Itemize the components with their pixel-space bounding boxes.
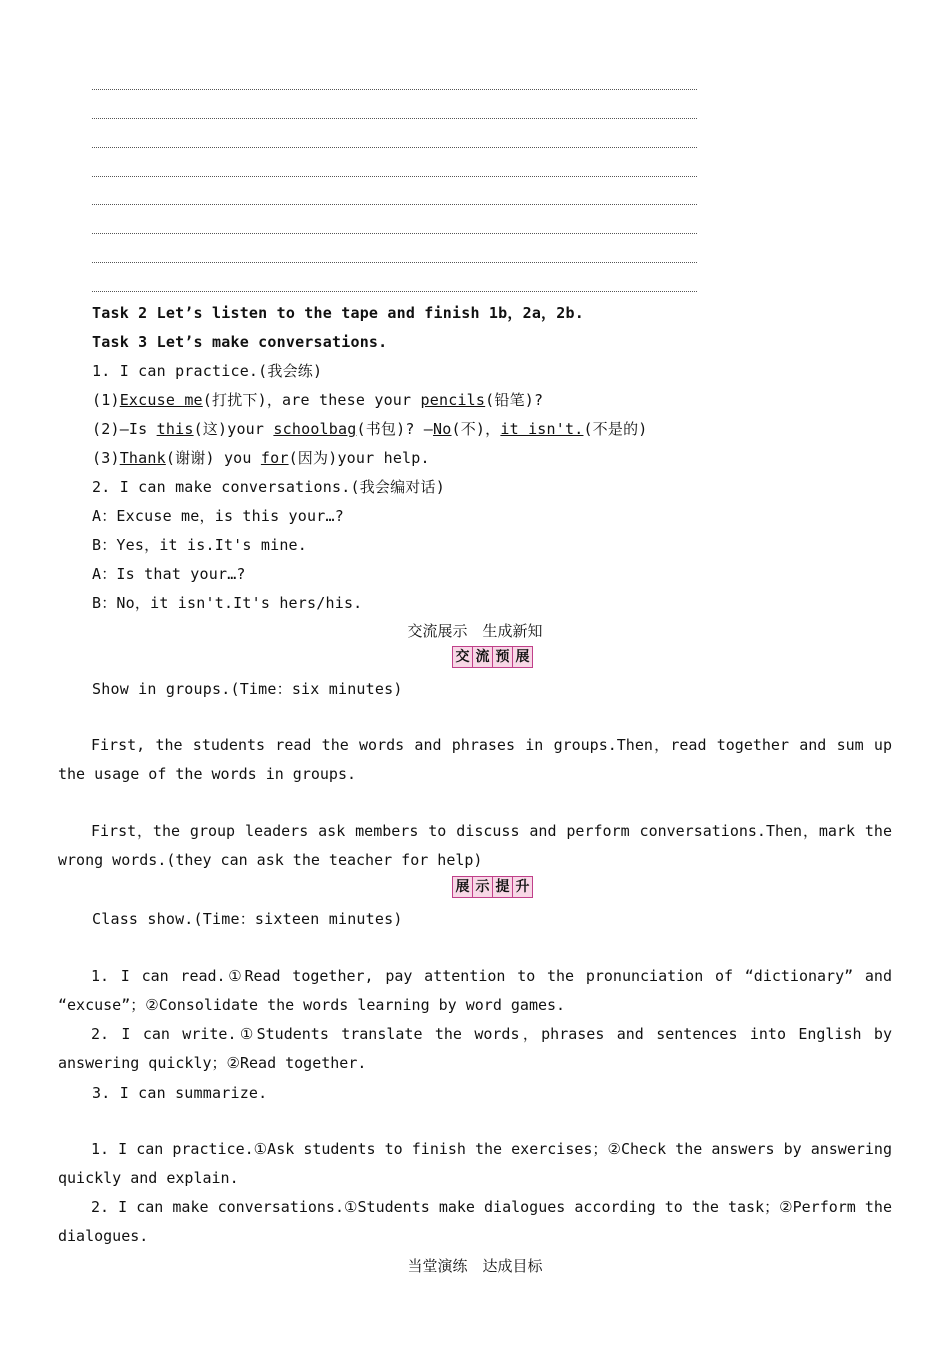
- badge-char: 交: [453, 647, 473, 667]
- paragraph-text: First, the students read the words and phrases in groups.Then，read together and sum up the usage of the words in groups.: [58, 736, 892, 783]
- badge-show-improve: [452, 876, 533, 898]
- writing-line: [92, 204, 697, 205]
- answer-blank: Excuse me: [119, 391, 203, 409]
- text: (3): [92, 449, 120, 467]
- section-heading-practice: 当堂演练 达成目标: [407, 1257, 543, 1275]
- badge-char: 展: [453, 877, 473, 897]
- answer-blank: No: [433, 420, 452, 438]
- conversation-title: 2. I can make conversations.(我会编对话): [92, 478, 445, 496]
- show-in-groups: Show in groups.(Time：six minutes): [92, 680, 403, 698]
- writing-line: [92, 89, 697, 90]
- answer-blank: pencils: [420, 391, 486, 409]
- paragraph-text: 2. I can make conversations.①Students make dialogues according to the task；②Perform the dialogues.: [58, 1198, 892, 1245]
- badge-char: 展: [515, 649, 530, 665]
- badge-exchange-preview: [452, 646, 533, 668]
- practice-item-2: [92, 419, 648, 439]
- writing-line: [92, 291, 697, 292]
- paragraph: [58, 731, 892, 789]
- answer-blank: it isn't.: [500, 420, 584, 438]
- task3-heading: Task 3 Let’s make conversations.: [92, 333, 388, 351]
- badge-char: 升: [515, 879, 530, 895]
- practice-item-1: [92, 390, 543, 410]
- paragraph: [58, 962, 892, 1020]
- text: (不)，: [451, 420, 501, 438]
- badge-char: 流: [473, 647, 493, 667]
- text: (这)your: [193, 420, 274, 438]
- paragraph-text: 1. I can practice.①Ask students to finish the exercises；②Check the answers by answering quickly and explain.: [58, 1140, 892, 1187]
- conversation-line: A：Excuse me，is this your…?: [92, 507, 344, 525]
- task2-heading: Task 2 Let’s listen to the tape and finish 1b，2a，2b.: [92, 304, 584, 322]
- text: (书包)? —: [356, 420, 434, 438]
- answer-blank: Thank: [119, 449, 166, 467]
- paragraph-text: First，the group leaders ask members to discuss and perform conversations.Then，mark the wrong words.(they can ask the teacher for help): [58, 822, 892, 869]
- paragraph: [58, 1135, 892, 1193]
- paragraph-text: 1. I can read.①Read together, pay attention to the pronunciation of “dictionary” and “excuse”；②Consolidate the words learning by word games.: [58, 967, 892, 1014]
- text: (2)—Is: [92, 420, 157, 438]
- badge-char: 预: [493, 647, 513, 667]
- writing-line: [92, 176, 697, 177]
- practice-title: 1. I can practice.(我会练): [92, 362, 323, 380]
- text: (铅笔)?: [485, 391, 544, 409]
- writing-line: [92, 233, 697, 234]
- conversation-line: A：Is that your…?: [92, 565, 246, 583]
- paragraph: [58, 817, 892, 875]
- answer-blank: schoolbag: [273, 420, 357, 438]
- paragraph-text: 2. I can write.①Students translate the words，phrases and sentences into English by answering quickly；②Read together.: [58, 1025, 892, 1072]
- answer-blank: this: [156, 420, 194, 438]
- answer-blank: for: [260, 449, 289, 467]
- paragraph: [58, 1020, 892, 1078]
- conversation-line: B：Yes，it is.It's mine.: [92, 536, 308, 554]
- paragraph: [58, 1193, 892, 1251]
- text: (因为)your help.: [288, 449, 430, 467]
- conversation-line: B：No，it isn't.It's hers/his.: [92, 594, 363, 612]
- practice-item-3: [92, 448, 430, 468]
- text: (1): [92, 391, 120, 409]
- text: (不是的): [583, 420, 648, 438]
- section-heading-exchange: 交流展示 生成新知: [407, 622, 543, 640]
- writing-line: [92, 147, 697, 148]
- badge-char: 示: [473, 877, 493, 897]
- summarize-line: 3. I can summarize.: [92, 1084, 268, 1102]
- writing-line: [92, 118, 697, 119]
- badge-char: 提: [493, 877, 513, 897]
- text: (谢谢) you: [165, 449, 261, 467]
- writing-line: [92, 262, 697, 263]
- class-show: Class show.(Time：sixteen minutes): [92, 910, 403, 928]
- text: (打扰下)，are these your: [202, 391, 421, 409]
